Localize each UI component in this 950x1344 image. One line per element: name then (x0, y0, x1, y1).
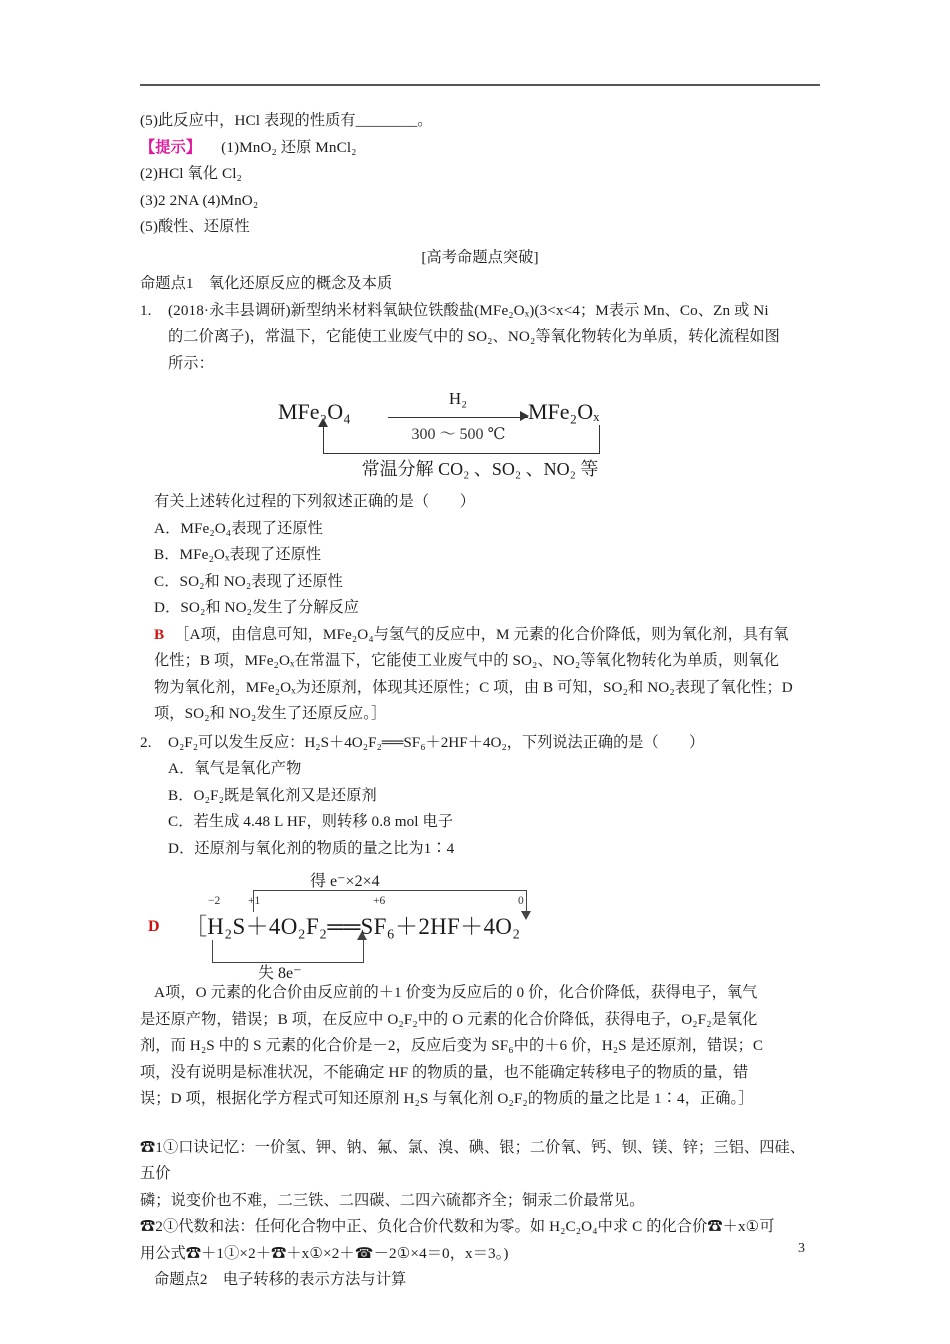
diagram-product: MFe₂Oₓ (528, 399, 600, 424)
page-content (140, 84, 820, 1294)
note-1-line-2: 磷；说变价也不难，二三铁、二四碳、二四六硫都齐全；铜汞二价最常见。 (140, 1191, 645, 1209)
redox-electron-transfer-diagram (140, 870, 820, 982)
reaction-flow-diagram (270, 387, 690, 483)
redox-oxidation-state-2: +1 (248, 895, 261, 907)
note-2-line-2: 用公式☎＋1①×2＋☎＋x①×2＋☎－2①×4＝0，x＝3。) (140, 1244, 509, 1262)
diagram-return-label: 常温分解 CO₂ 、SO₂ 、NO₂ 等 (361, 459, 599, 479)
section-bracket-title: [高考命题点突破] (421, 248, 539, 266)
question-2 (140, 730, 820, 757)
q1-explanation-line-3: 物为氧化剂，MFe₂Oₓ为还原剂，体现其还原性；C 项，由 B 可知，SO₂和 NO₂表现了氧化性；D (154, 678, 793, 696)
redox-top-label: 得 e⁻×2×4 (310, 873, 380, 890)
hint-line-2: (2)HCl 氧化 Cl₂ (140, 165, 242, 182)
redox-loss-arrow-head-icon (357, 931, 367, 940)
q1-stem-line-2: 的二价离子)，常温下，它能使工业废气中的 SO₂、NO₂等氧化物转化为单质，转化流程如图 (168, 328, 780, 345)
q1-ask-line: 有关上述转化过程的下列叙述正确的是（ ） (154, 493, 476, 510)
q2-explanation-line-1: A项，O 元素的化合价由反应前的＋1 价变为反应后的 0 价，化合价降低，获得电子，氧气 (154, 984, 758, 1001)
redox-bottom-label: 失 8e⁻ (258, 965, 302, 982)
diagram-reactant: MFe₂O₄ (278, 399, 351, 424)
note-1-line-1: ☎1①口诀记忆：一价氢、钾、钠、氟、氯、溴、碘、银；二价氧、钙、钡、镁、锌；三铝、四硅、五价 (140, 1138, 806, 1182)
q2-option-a[interactable]: A．氧气是氧化产物 (168, 760, 302, 777)
command-point-1: 命题点1 氧化还原反应的概念及本质 (140, 275, 393, 292)
q2-explanation-line-4: 项，没有说明是标准状况，不能确定 HF 的物质的量，也不能确定转移电子的物质的量，错 (140, 1063, 749, 1081)
q1-explanation-line-1: ［A项，由信息可知，MFe₂O₄与氢气的反应中，M 元素的化合价降低，则为氧化剂，具有氧 (174, 625, 789, 643)
diagram-return-arrow-head-icon (318, 418, 328, 427)
q1-option-d[interactable]: D．SO₂和 NO₂发生了分解反应 (154, 599, 360, 616)
q1-option-c[interactable]: C．SO₂和 NO₂表现了还原性 (154, 572, 343, 590)
q2-explanation-line-2: 是还原产物，错误；B 项，在反应中 O₂F₂中的 O 元素的化合价降低，获得电子，O₂F₂是氧化 (140, 1010, 758, 1028)
question-1-stem (168, 298, 820, 378)
hint-1-text: (1)MnO₂ 还原 MnCl₂ (221, 138, 357, 156)
question-2-number: 2. (140, 733, 152, 751)
redox-gain-arrow-head-icon (521, 911, 531, 920)
header-rule (140, 84, 820, 86)
diagram-return-path (323, 425, 600, 454)
q2-explanation-line-3: 剂，而 H₂S 中的 S 元素的化合价是－2，反应后变为 SF₆中的＋6 价，H₂S 是还原剂，错误；C (140, 1037, 764, 1054)
q1-stem-line-1: (2018·永丰县调研)新型纳米材料氧缺位铁酸盐(MFe₂Oₓ)(3<x<4；M表示 Mn、Co、Zn 或 Ni (168, 301, 769, 319)
hint-label: 【提示】 (140, 138, 202, 156)
redox-oxidation-state-3: +6 (373, 895, 386, 907)
page-number: 3 (798, 1241, 805, 1256)
note-2-line-1: ☎2①代数和法：任何化合物中正、负化合价代数和为零。如 H₂C₂O₄中求 C 的化合价☎＋x①可 (140, 1218, 775, 1235)
command-point-2: 命题点2 电子转移的表示方法与计算 (154, 1271, 407, 1288)
q1-answer-line (140, 622, 820, 649)
diagram-arrow-line (388, 417, 528, 418)
q2-option-b[interactable]: B．O₂F₂既是氧化剂又是还原剂 (168, 786, 377, 804)
diagram-above-arrow-label: H₂ (448, 389, 468, 408)
redox-oxidation-state-1: −2 (208, 895, 221, 907)
q1-explanation-line-2: 化性；B 项，MFe₂Oₓ在常温下，它能使工业废气中的 SO₂、NO₂等氧化物转化为单质，则氧化 (154, 652, 780, 669)
q1-option-a[interactable]: A．MFe₂O₄表现了还原性 (154, 519, 323, 537)
q1-stem-line-3: 所示： (168, 354, 214, 372)
diagram-below-arrow-label: 300 ～ 500 ℃ (411, 426, 506, 443)
q2-option-d[interactable]: D．还原剂与氧化剂的物质的量之比为1∶4 (168, 839, 455, 857)
q2-option-c[interactable]: C．若生成 4.48 L HF，则转移 0.8 mol 电子 (168, 813, 454, 830)
question-1-number: 1. (140, 301, 152, 319)
q1-option-b[interactable]: B．MFe₂Oₓ表现了还原性 (154, 546, 322, 563)
hint-line-1 (140, 135, 820, 162)
question-2-stem: O₂F₂可以发生反应：H₂S＋4O₂F₂══SF₆＋2HF＋4O₂，下列说法正确的是（ ） (168, 733, 705, 751)
hint-line-4: (5)酸性、还原性 (140, 218, 250, 235)
q1-explanation-line-4: 项，SO₂和 NO₂发生了还原反应。］ (154, 705, 387, 722)
redox-oxidation-state-4: 0 (518, 895, 524, 907)
question5-line: (5)此反应中，HCl 表现的性质有________。 (140, 112, 433, 129)
question-1 (140, 298, 820, 378)
hint-line-3: (3)2 2NA (4)MnO₂ (140, 191, 259, 209)
q2-explanation-line-5: 误；D 项，根据化学方程式可知还原剂 H₂S 与氧化剂 O₂F₂的物质的量之比是 1∶4，正确。］ (140, 1090, 754, 1107)
q2-answer-letter: D (148, 918, 160, 935)
redox-equation: ［H₂S＋4O₂F₂══SF₆＋2HF＋4O₂ (184, 914, 521, 939)
q1-answer-letter: B (154, 625, 165, 643)
